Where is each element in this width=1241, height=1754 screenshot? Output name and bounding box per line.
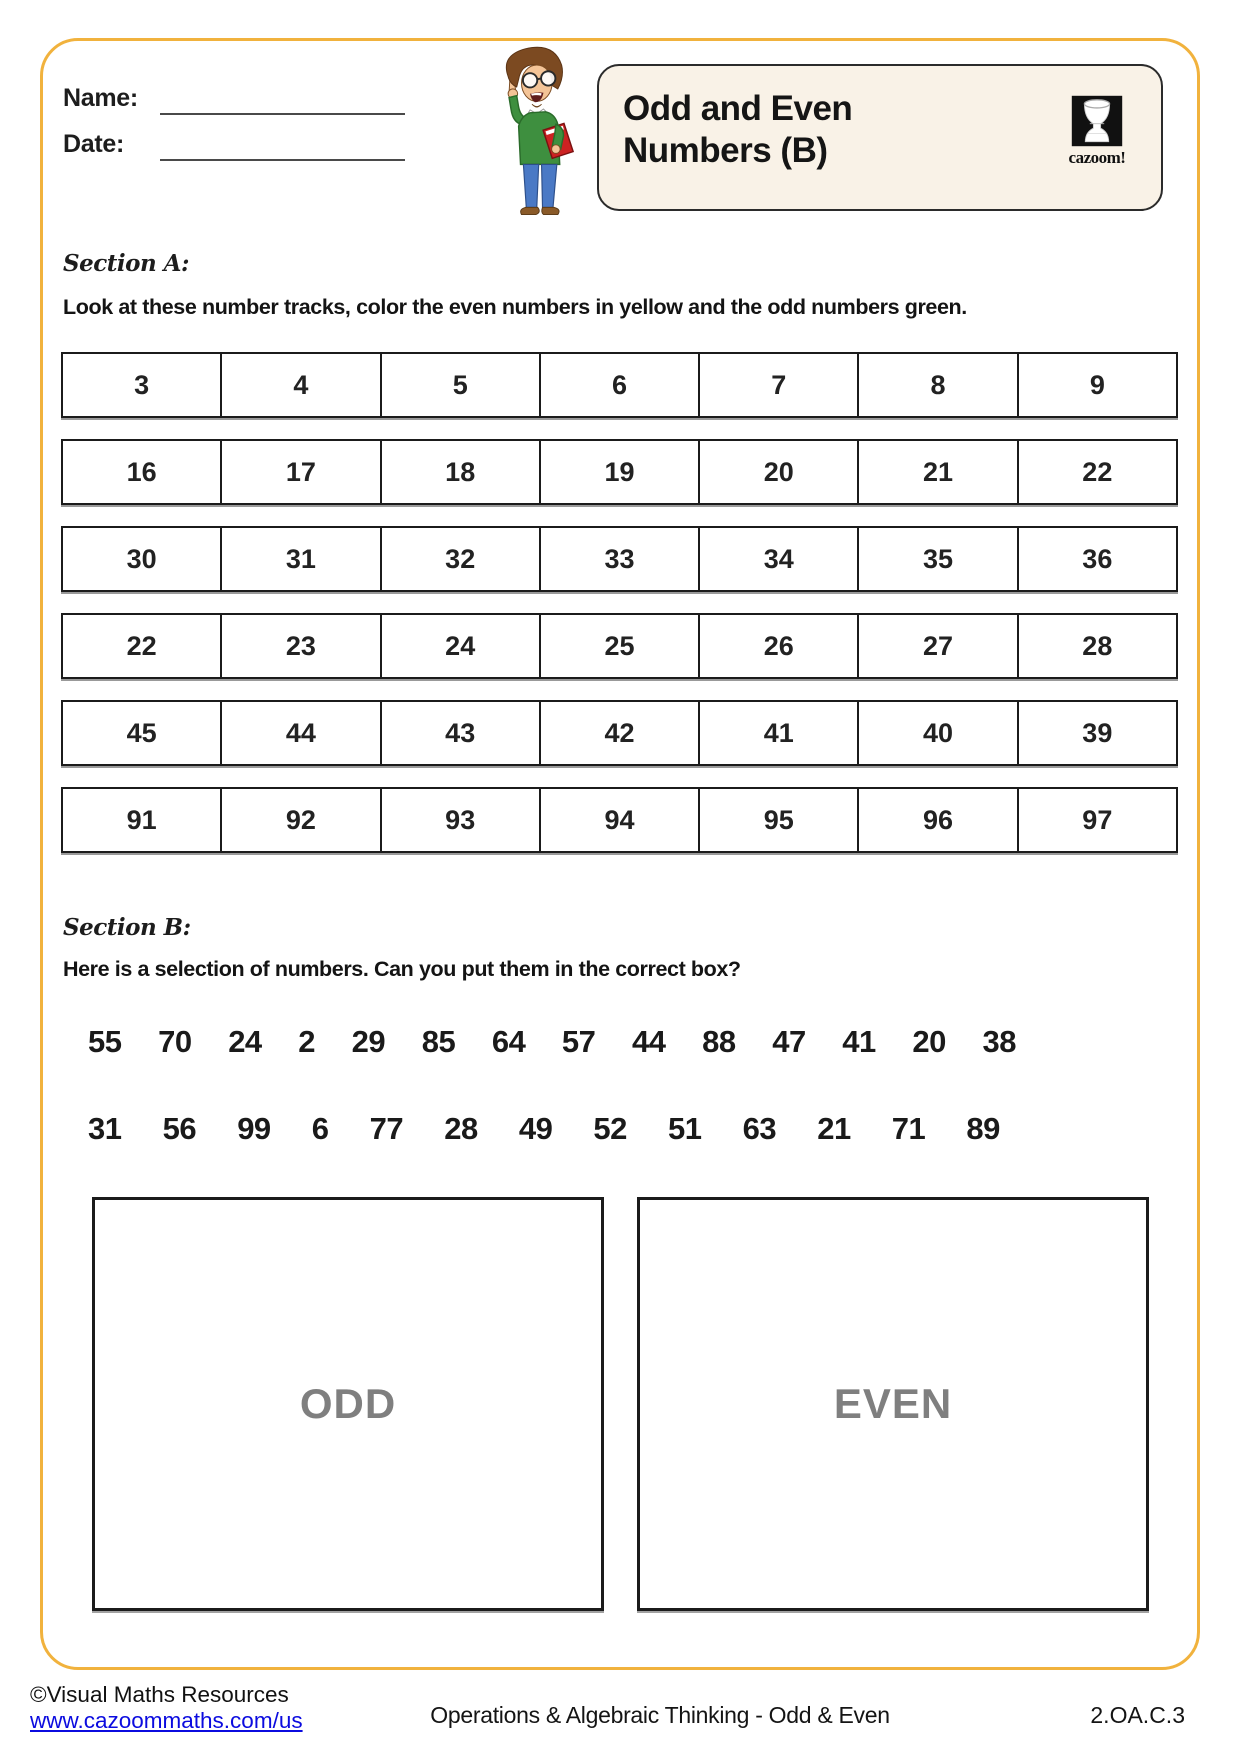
selection-number[interactable]: 21 bbox=[817, 1111, 851, 1146]
number-track-cell[interactable]: 94 bbox=[539, 789, 698, 851]
number-track-cell[interactable]: 45 bbox=[126, 717, 157, 748]
date-input-line[interactable] bbox=[160, 159, 405, 161]
title-line-1: Odd and Even bbox=[623, 89, 853, 128]
cazoom-logo bbox=[1059, 94, 1135, 168]
selection-number[interactable]: 57 bbox=[561, 1024, 596, 1059]
number-track-cell[interactable]: 26 bbox=[698, 615, 857, 677]
number-track-cell[interactable]: 43 bbox=[380, 702, 539, 764]
number-track-cell[interactable]: 91 bbox=[126, 804, 157, 835]
section-b-instruction: Here is a selection of numbers. Can you put them in the correct box? bbox=[63, 957, 741, 981]
selection-numbers-row-1 bbox=[88, 1024, 1016, 1060]
selection-number[interactable]: 47 bbox=[772, 1024, 806, 1059]
selection-number[interactable]: 63 bbox=[742, 1111, 777, 1146]
number-track-cell[interactable]: 39 bbox=[1017, 702, 1176, 764]
number-track-cell[interactable]: 97 bbox=[1017, 789, 1176, 851]
number-track-cell[interactable]: 22 bbox=[126, 630, 157, 661]
selection-number[interactable]: 89 bbox=[966, 1111, 1000, 1146]
number-track-cell[interactable]: 28 bbox=[1017, 615, 1176, 677]
number-track-cell[interactable]: 44 bbox=[220, 702, 379, 764]
selection-number[interactable]: 70 bbox=[158, 1024, 192, 1059]
number-track-cell[interactable]: 34 bbox=[698, 528, 857, 590]
selection-number[interactable]: 77 bbox=[369, 1111, 404, 1146]
number-tracks bbox=[61, 352, 1178, 874]
selection-number[interactable]: 38 bbox=[982, 1024, 1016, 1059]
number-track-cell[interactable]: 21 bbox=[857, 441, 1016, 503]
title-line-2: Numbers (B) bbox=[623, 131, 828, 170]
number-track-cell[interactable]: 95 bbox=[698, 789, 857, 851]
name-input-line[interactable] bbox=[160, 113, 405, 115]
number-track-cell[interactable]: 24 bbox=[380, 615, 539, 677]
selection-number[interactable]: 55 bbox=[88, 1024, 122, 1059]
selection-number[interactable]: 24 bbox=[228, 1024, 262, 1059]
selection-number[interactable]: 6 bbox=[311, 1111, 329, 1146]
selection-number[interactable]: 29 bbox=[351, 1024, 386, 1059]
selection-number[interactable]: 49 bbox=[518, 1111, 553, 1146]
selection-number[interactable]: 44 bbox=[632, 1024, 666, 1059]
number-track-cell[interactable]: 41 bbox=[698, 702, 857, 764]
number-track-cell[interactable]: 19 bbox=[539, 441, 698, 503]
selection-number[interactable]: 88 bbox=[702, 1024, 736, 1059]
selection-number[interactable]: 28 bbox=[444, 1111, 478, 1146]
selection-number[interactable]: 20 bbox=[912, 1024, 946, 1059]
number-track-cell[interactable]: 16 bbox=[126, 456, 157, 487]
even-box-label: EVEN bbox=[833, 1380, 953, 1427]
footer-topic-text: Operations & Algebraic Thinking - Odd & Even bbox=[430, 1702, 890, 1728]
number-track-cell[interactable]: 6 bbox=[539, 354, 698, 416]
number-track-cell[interactable]: 32 bbox=[380, 528, 539, 590]
selection-number[interactable]: 52 bbox=[593, 1111, 627, 1146]
website-link[interactable]: www.cazoommaths.com/us bbox=[30, 1708, 303, 1733]
number-track-row bbox=[61, 787, 1178, 853]
number-track-cell[interactable]: 31 bbox=[220, 528, 379, 590]
section-a-instruction: Look at these number tracks, color the even numbers in yellow and the odd numbers green. bbox=[63, 295, 967, 319]
number-track-cell[interactable]: 22 bbox=[1017, 441, 1176, 503]
number-track-cell[interactable]: 9 bbox=[1017, 354, 1176, 416]
drum-icon bbox=[1070, 94, 1124, 148]
section-b-heading: Section B: bbox=[63, 914, 191, 941]
number-track-cell[interactable]: 8 bbox=[857, 354, 1016, 416]
number-track-cell[interactable]: 36 bbox=[1017, 528, 1176, 590]
number-track-cell[interactable]: 33 bbox=[539, 528, 698, 590]
logo-text: cazoom! bbox=[1068, 148, 1126, 167]
selection-number[interactable]: 51 bbox=[668, 1111, 702, 1146]
title-box bbox=[597, 64, 1163, 211]
odd-box[interactable] bbox=[92, 1197, 604, 1611]
standard-code: 2.OA.C.3 bbox=[1090, 1702, 1185, 1728]
selection-number[interactable]: 56 bbox=[162, 1111, 197, 1146]
number-track-cell[interactable]: 93 bbox=[380, 789, 539, 851]
number-track-row bbox=[61, 439, 1178, 505]
number-track-cell[interactable]: 25 bbox=[539, 615, 698, 677]
selection-number[interactable]: 2 bbox=[298, 1024, 316, 1059]
number-track-cell[interactable]: 30 bbox=[126, 543, 157, 574]
number-track-cell[interactable]: 4 bbox=[220, 354, 379, 416]
number-track-cell[interactable]: 92 bbox=[220, 789, 379, 851]
date-label: Date: bbox=[63, 130, 125, 158]
even-box[interactable] bbox=[637, 1197, 1149, 1611]
number-track-cell[interactable]: 5 bbox=[380, 354, 539, 416]
number-track-cell[interactable]: 40 bbox=[857, 702, 1016, 764]
number-track-cell[interactable]: 35 bbox=[857, 528, 1016, 590]
number-track-row bbox=[61, 526, 1178, 592]
number-track-cell[interactable]: 17 bbox=[220, 441, 379, 503]
number-track-row bbox=[61, 613, 1178, 679]
number-track-cell[interactable]: 23 bbox=[220, 615, 379, 677]
number-track-cell[interactable]: 7 bbox=[698, 354, 857, 416]
selection-number[interactable]: 99 bbox=[237, 1111, 271, 1146]
number-track-cell[interactable]: 42 bbox=[539, 702, 698, 764]
selection-numbers-row-2 bbox=[88, 1111, 1000, 1147]
selection-number[interactable]: 64 bbox=[491, 1024, 526, 1059]
number-track-cell[interactable]: 20 bbox=[698, 441, 857, 503]
selection-number[interactable]: 41 bbox=[842, 1024, 876, 1059]
copyright-text: ©Visual Maths Resources bbox=[30, 1682, 289, 1707]
section-a-heading: Section A: bbox=[63, 250, 190, 277]
number-track-cell[interactable]: 3 bbox=[134, 369, 150, 400]
selection-number[interactable]: 85 bbox=[421, 1024, 456, 1059]
selection-number[interactable]: 31 bbox=[88, 1111, 122, 1146]
odd-box-label: ODD bbox=[299, 1380, 397, 1427]
teacher-illustration bbox=[486, 44, 578, 216]
number-track-row bbox=[61, 352, 1178, 418]
worksheet-title bbox=[623, 88, 852, 172]
number-track-cell[interactable]: 18 bbox=[380, 441, 539, 503]
number-track-row bbox=[61, 700, 1178, 766]
number-track-cell[interactable]: 27 bbox=[857, 615, 1016, 677]
name-label: Name: bbox=[63, 84, 138, 112]
selection-number[interactable]: 71 bbox=[891, 1111, 926, 1146]
number-track-cell[interactable]: 96 bbox=[857, 789, 1016, 851]
